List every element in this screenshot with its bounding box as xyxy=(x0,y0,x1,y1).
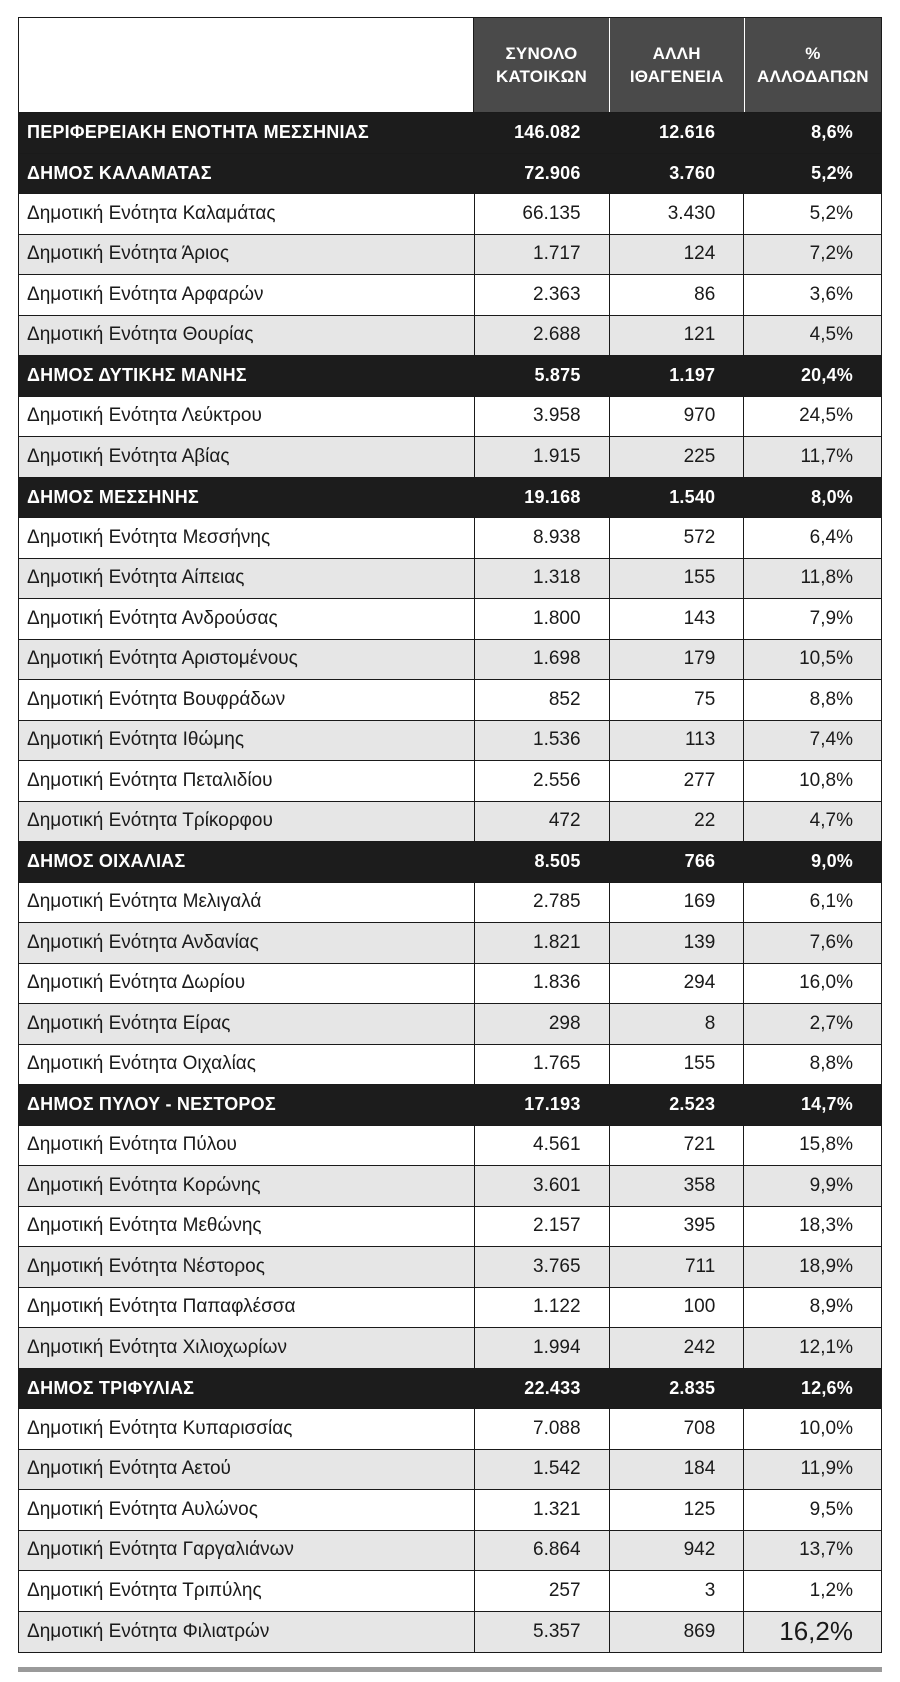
row-percent-foreigners: 6,4% xyxy=(809,526,853,548)
header-total-line2: ΚΑΤΟΙΚΩΝ xyxy=(495,67,587,86)
row-other-citizenship: 22 xyxy=(610,802,745,842)
row-total-residents: 1.698 xyxy=(475,640,610,680)
table-row xyxy=(19,316,881,357)
row-name: Δημοτική Ενότητα Νέστορος xyxy=(19,1247,475,1287)
row-name: Δημοτική Ενότητα Ανδανίας xyxy=(19,923,475,963)
table-body xyxy=(19,113,881,1652)
row-other-citizenship: 242 xyxy=(610,1328,745,1368)
row-name: Δημοτική Ενότητα Λεύκτρου xyxy=(19,397,475,437)
table-row xyxy=(19,1126,881,1167)
row-name: Δημοτική Ενότητα Αετού xyxy=(19,1450,475,1490)
table-row xyxy=(19,1328,881,1369)
row-name: Δημοτική Ενότητα Ιθώμης xyxy=(19,721,475,761)
table-row xyxy=(19,640,881,681)
row-percent-foreigners: 10,0% xyxy=(799,1417,853,1439)
row-name: Δημοτική Ενότητα Ανδρούσας xyxy=(19,599,475,639)
table-row xyxy=(19,1288,881,1329)
row-percent-foreigners: 5,2% xyxy=(809,202,853,224)
table-row xyxy=(19,1612,881,1653)
table-row xyxy=(19,599,881,640)
table-row xyxy=(19,518,881,559)
row-percent-foreigners: 10,8% xyxy=(799,769,853,791)
row-name: Δημοτική Ενότητα Δωρίου xyxy=(19,964,475,1004)
table-row xyxy=(19,1450,881,1491)
row-other-citizenship: 3.760 xyxy=(610,154,745,194)
row-total-residents: 66.135 xyxy=(475,194,610,234)
row-name: ΔΗΜΟΣ ΚΑΛΑΜΑΤΑΣ xyxy=(19,154,475,194)
row-percent-foreigners: 9,0% xyxy=(811,851,853,872)
row-percent-foreigners: 8,8% xyxy=(809,1053,853,1075)
header-total-residents xyxy=(474,18,609,112)
row-percent-foreigners: 7,2% xyxy=(809,243,853,265)
row-other-citizenship: 3.430 xyxy=(610,194,745,234)
row-percent-foreigners: 18,9% xyxy=(799,1255,853,1277)
row-other-citizenship: 721 xyxy=(610,1126,745,1166)
row-other-citizenship: 169 xyxy=(610,883,745,923)
row-percent-foreigners: 6,1% xyxy=(809,891,853,913)
row-other-citizenship: 358 xyxy=(610,1166,745,1206)
row-total-residents: 22.433 xyxy=(475,1369,610,1409)
row-percent-foreigners: 11,9% xyxy=(800,1458,853,1480)
row-total-residents: 2.363 xyxy=(475,275,610,315)
row-other-citizenship: 3 xyxy=(610,1571,745,1611)
row-percent-foreigners: 8,0% xyxy=(811,486,853,507)
table-row xyxy=(19,1531,881,1572)
row-total-residents: 2.556 xyxy=(475,761,610,801)
row-total-residents: 5.875 xyxy=(475,356,610,396)
row-total-residents: 3.601 xyxy=(475,1166,610,1206)
row-other-citizenship: 86 xyxy=(610,275,745,315)
table-row xyxy=(19,802,881,843)
table-row xyxy=(19,559,881,600)
row-total-residents: 1.821 xyxy=(475,923,610,963)
header-other-line1: ΑΛΛΗ xyxy=(652,44,701,63)
row-total-residents: 1.122 xyxy=(475,1288,610,1328)
row-name: Δημοτική Ενότητα Χιλιοχωρίων xyxy=(19,1328,475,1368)
row-percent-foreigners: 13,7% xyxy=(799,1539,853,1561)
row-other-citizenship: 225 xyxy=(610,437,745,477)
row-total-residents: 2.688 xyxy=(475,316,610,356)
table-row xyxy=(19,761,881,802)
header-percent-line2: ΑΛΛΟΔΑΠΩΝ xyxy=(757,67,869,86)
row-name: Δημοτική Ενότητα Μεθώνης xyxy=(19,1207,475,1247)
table-row-municipality xyxy=(19,1369,881,1410)
row-other-citizenship: 184 xyxy=(610,1450,745,1490)
row-percent-foreigners: 7,4% xyxy=(809,729,853,751)
row-percent-foreigners: 12,6% xyxy=(800,1377,853,1398)
row-name: Δημοτική Ενότητα Οιχαλίας xyxy=(19,1045,475,1085)
row-percent-foreigners: 1,2% xyxy=(809,1579,853,1601)
row-percent-foreigners: 15,8% xyxy=(799,1134,853,1156)
table-row xyxy=(19,923,881,964)
row-percent-foreigners: 11,8% xyxy=(800,567,853,589)
table-row xyxy=(19,1045,881,1086)
header-total-line1: ΣΥΝΟΛΟ xyxy=(505,44,578,63)
table-row xyxy=(19,437,881,478)
row-total-residents: 1.542 xyxy=(475,1450,610,1490)
row-percent-foreigners: 11,7% xyxy=(800,445,853,467)
row-total-residents: 1.800 xyxy=(475,599,610,639)
row-other-citizenship: 395 xyxy=(610,1207,745,1247)
row-percent-foreigners: 4,5% xyxy=(809,324,853,346)
row-other-citizenship: 100 xyxy=(610,1288,745,1328)
row-total-residents: 472 xyxy=(475,802,610,842)
row-name: Δημοτική Ενότητα Παπαφλέσσα xyxy=(19,1288,475,1328)
table-row-municipality xyxy=(19,478,881,519)
row-other-citizenship: 572 xyxy=(610,518,745,558)
row-other-citizenship: 121 xyxy=(610,316,745,356)
row-name: Δημοτική Ενότητα Φιλιατρών xyxy=(19,1612,475,1653)
row-name: Δημοτική Ενότητα Αβίας xyxy=(19,437,475,477)
row-other-citizenship: 766 xyxy=(610,842,745,882)
row-other-citizenship: 1.197 xyxy=(610,356,745,396)
row-other-citizenship: 124 xyxy=(610,235,745,275)
row-name: ΔΗΜΟΣ ΠΥΛΟΥ - ΝΕΣΤΟΡΟΣ xyxy=(19,1085,475,1125)
table-row-municipality xyxy=(19,842,881,883)
row-other-citizenship: 8 xyxy=(610,1004,745,1044)
table-row xyxy=(19,721,881,762)
row-name: Δημοτική Ενότητα Είρας xyxy=(19,1004,475,1044)
row-other-citizenship: 179 xyxy=(610,640,745,680)
row-name: Δημοτική Ενότητα Πύλου xyxy=(19,1126,475,1166)
row-total-residents: 4.561 xyxy=(475,1126,610,1166)
row-name: Δημοτική Ενότητα Γαργαλιάνων xyxy=(19,1531,475,1571)
row-percent-foreigners: 8,6% xyxy=(811,122,853,143)
row-other-citizenship: 113 xyxy=(610,721,745,761)
row-name: Δημοτική Ενότητα Αίπειας xyxy=(19,559,475,599)
row-total-residents: 1.765 xyxy=(475,1045,610,1085)
header-empty-cell xyxy=(19,18,474,112)
row-total-residents: 6.864 xyxy=(475,1531,610,1571)
row-name: Δημοτική Ενότητα Πεταλιδίου xyxy=(19,761,475,801)
row-name: Δημοτική Ενότητα Τρίκορφου xyxy=(19,802,475,842)
row-other-citizenship: 2.523 xyxy=(610,1085,745,1125)
table-row xyxy=(19,1571,881,1612)
row-percent-foreigners: 10,5% xyxy=(799,648,853,670)
row-other-citizenship: 155 xyxy=(610,559,745,599)
table-row-municipality xyxy=(19,356,881,397)
row-other-citizenship: 294 xyxy=(610,964,745,1004)
row-total-residents: 8.938 xyxy=(475,518,610,558)
row-total-residents: 2.157 xyxy=(475,1207,610,1247)
header-other-citizenship xyxy=(610,18,745,112)
row-total-residents: 1.321 xyxy=(475,1490,610,1530)
row-name: ΔΗΜΟΣ ΜΕΣΣΗΝΗΣ xyxy=(19,478,475,518)
table-header xyxy=(19,18,881,113)
row-percent-foreigners: 14,7% xyxy=(800,1094,853,1115)
row-total-residents: 1.717 xyxy=(475,235,610,275)
row-name: Δημοτική Ενότητα Αριστομένους xyxy=(19,640,475,680)
table-row xyxy=(19,235,881,276)
table-row xyxy=(19,1004,881,1045)
bottom-divider xyxy=(18,1667,882,1672)
row-name: Δημοτική Ενότητα Κυπαρισσίας xyxy=(19,1409,475,1449)
row-percent-foreigners: 16,2% xyxy=(779,1616,853,1647)
row-percent-foreigners: 5,2% xyxy=(811,162,853,183)
row-percent-foreigners: 7,9% xyxy=(809,607,853,629)
row-name: Δημοτική Ενότητα Βουφράδων xyxy=(19,680,475,720)
table-row xyxy=(19,1166,881,1207)
row-other-citizenship: 155 xyxy=(610,1045,745,1085)
row-percent-foreigners: 4,7% xyxy=(809,810,853,832)
row-total-residents: 2.785 xyxy=(475,883,610,923)
row-total-residents: 257 xyxy=(475,1571,610,1611)
row-total-residents: 1.536 xyxy=(475,721,610,761)
row-name: Δημοτική Ενότητα Κορώνης xyxy=(19,1166,475,1206)
row-other-citizenship: 139 xyxy=(610,923,745,963)
row-percent-foreigners: 8,9% xyxy=(809,1296,853,1318)
row-other-citizenship: 869 xyxy=(610,1612,745,1653)
row-total-residents: 3.765 xyxy=(475,1247,610,1287)
row-percent-foreigners: 8,8% xyxy=(809,688,853,710)
row-total-residents: 1.915 xyxy=(475,437,610,477)
row-total-residents: 1.836 xyxy=(475,964,610,1004)
row-name: Δημοτική Ενότητα Μεσσήνης xyxy=(19,518,475,558)
row-name: Δημοτική Ενότητα Καλαμάτας xyxy=(19,194,475,234)
row-total-residents: 19.168 xyxy=(475,478,610,518)
row-name: Δημοτική Ενότητα Θουρίας xyxy=(19,316,475,356)
row-name: Δημοτική Ενότητα Αρφαρών xyxy=(19,275,475,315)
row-total-residents: 5.357 xyxy=(475,1612,610,1653)
table-row xyxy=(19,275,881,316)
row-total-residents: 852 xyxy=(475,680,610,720)
table-row xyxy=(19,397,881,438)
table-row xyxy=(19,1247,881,1288)
row-percent-foreigners: 3,6% xyxy=(809,283,853,305)
table-row xyxy=(19,883,881,924)
row-total-residents: 3.958 xyxy=(475,397,610,437)
row-total-residents: 72.906 xyxy=(475,154,610,194)
row-other-citizenship: 711 xyxy=(610,1247,745,1287)
row-percent-foreigners: 7,6% xyxy=(809,931,853,953)
row-total-residents: 298 xyxy=(475,1004,610,1044)
row-other-citizenship: 143 xyxy=(610,599,745,639)
table-row-municipality xyxy=(19,1085,881,1126)
row-percent-foreigners: 2,7% xyxy=(809,1012,853,1034)
row-name: ΠΕΡΙΦΕΡΕΙΑΚΗ ΕΝΟΤΗΤΑ ΜΕΣΣΗΝΙΑΣ xyxy=(19,113,475,153)
row-total-residents: 1.318 xyxy=(475,559,610,599)
row-other-citizenship: 12.616 xyxy=(610,113,745,153)
row-name: ΔΗΜΟΣ ΟΙΧΑΛΙΑΣ xyxy=(19,842,475,882)
table-row xyxy=(19,680,881,721)
row-name: Δημοτική Ενότητα Άριος xyxy=(19,235,475,275)
table-row xyxy=(19,194,881,235)
row-other-citizenship: 1.540 xyxy=(610,478,745,518)
population-table xyxy=(18,17,882,1653)
row-other-citizenship: 125 xyxy=(610,1490,745,1530)
table-row xyxy=(19,1409,881,1450)
row-percent-foreigners: 20,4% xyxy=(800,365,853,386)
row-percent-foreigners: 12,1% xyxy=(799,1336,853,1358)
row-total-residents: 1.994 xyxy=(475,1328,610,1368)
row-other-citizenship: 942 xyxy=(610,1531,745,1571)
row-percent-foreigners: 16,0% xyxy=(799,972,853,994)
row-other-citizenship: 970 xyxy=(610,397,745,437)
row-name: ΔΗΜΟΣ ΔΥΤΙΚΗΣ ΜΑΝΗΣ xyxy=(19,356,475,396)
header-percent-foreigners xyxy=(745,18,881,112)
row-name: Δημοτική Ενότητα Τριπύλης xyxy=(19,1571,475,1611)
row-percent-foreigners: 18,3% xyxy=(799,1215,853,1237)
row-total-residents: 146.082 xyxy=(475,113,610,153)
header-other-line2: ΙΘΑΓΕΝΕΙΑ xyxy=(629,67,724,86)
row-name: ΔΗΜΟΣ ΤΡΙΦΥΛΙΑΣ xyxy=(19,1369,475,1409)
row-total-residents: 17.193 xyxy=(475,1085,610,1125)
row-percent-foreigners: 9,9% xyxy=(809,1174,853,1196)
table-row-municipality xyxy=(19,113,881,154)
row-percent-foreigners: 9,5% xyxy=(809,1498,853,1520)
row-other-citizenship: 708 xyxy=(610,1409,745,1449)
row-name: Δημοτική Ενότητα Αυλώνος xyxy=(19,1490,475,1530)
row-other-citizenship: 2.835 xyxy=(610,1369,745,1409)
row-other-citizenship: 75 xyxy=(610,680,745,720)
row-percent-foreigners: 24,5% xyxy=(799,405,853,427)
header-percent-line1: % xyxy=(805,44,821,63)
row-name: Δημοτική Ενότητα Μελιγαλά xyxy=(19,883,475,923)
table-row xyxy=(19,1490,881,1531)
row-other-citizenship: 277 xyxy=(610,761,745,801)
table-row xyxy=(19,964,881,1005)
row-total-residents: 8.505 xyxy=(475,842,610,882)
table-row-municipality xyxy=(19,154,881,195)
row-total-residents: 7.088 xyxy=(475,1409,610,1449)
table-row xyxy=(19,1207,881,1248)
